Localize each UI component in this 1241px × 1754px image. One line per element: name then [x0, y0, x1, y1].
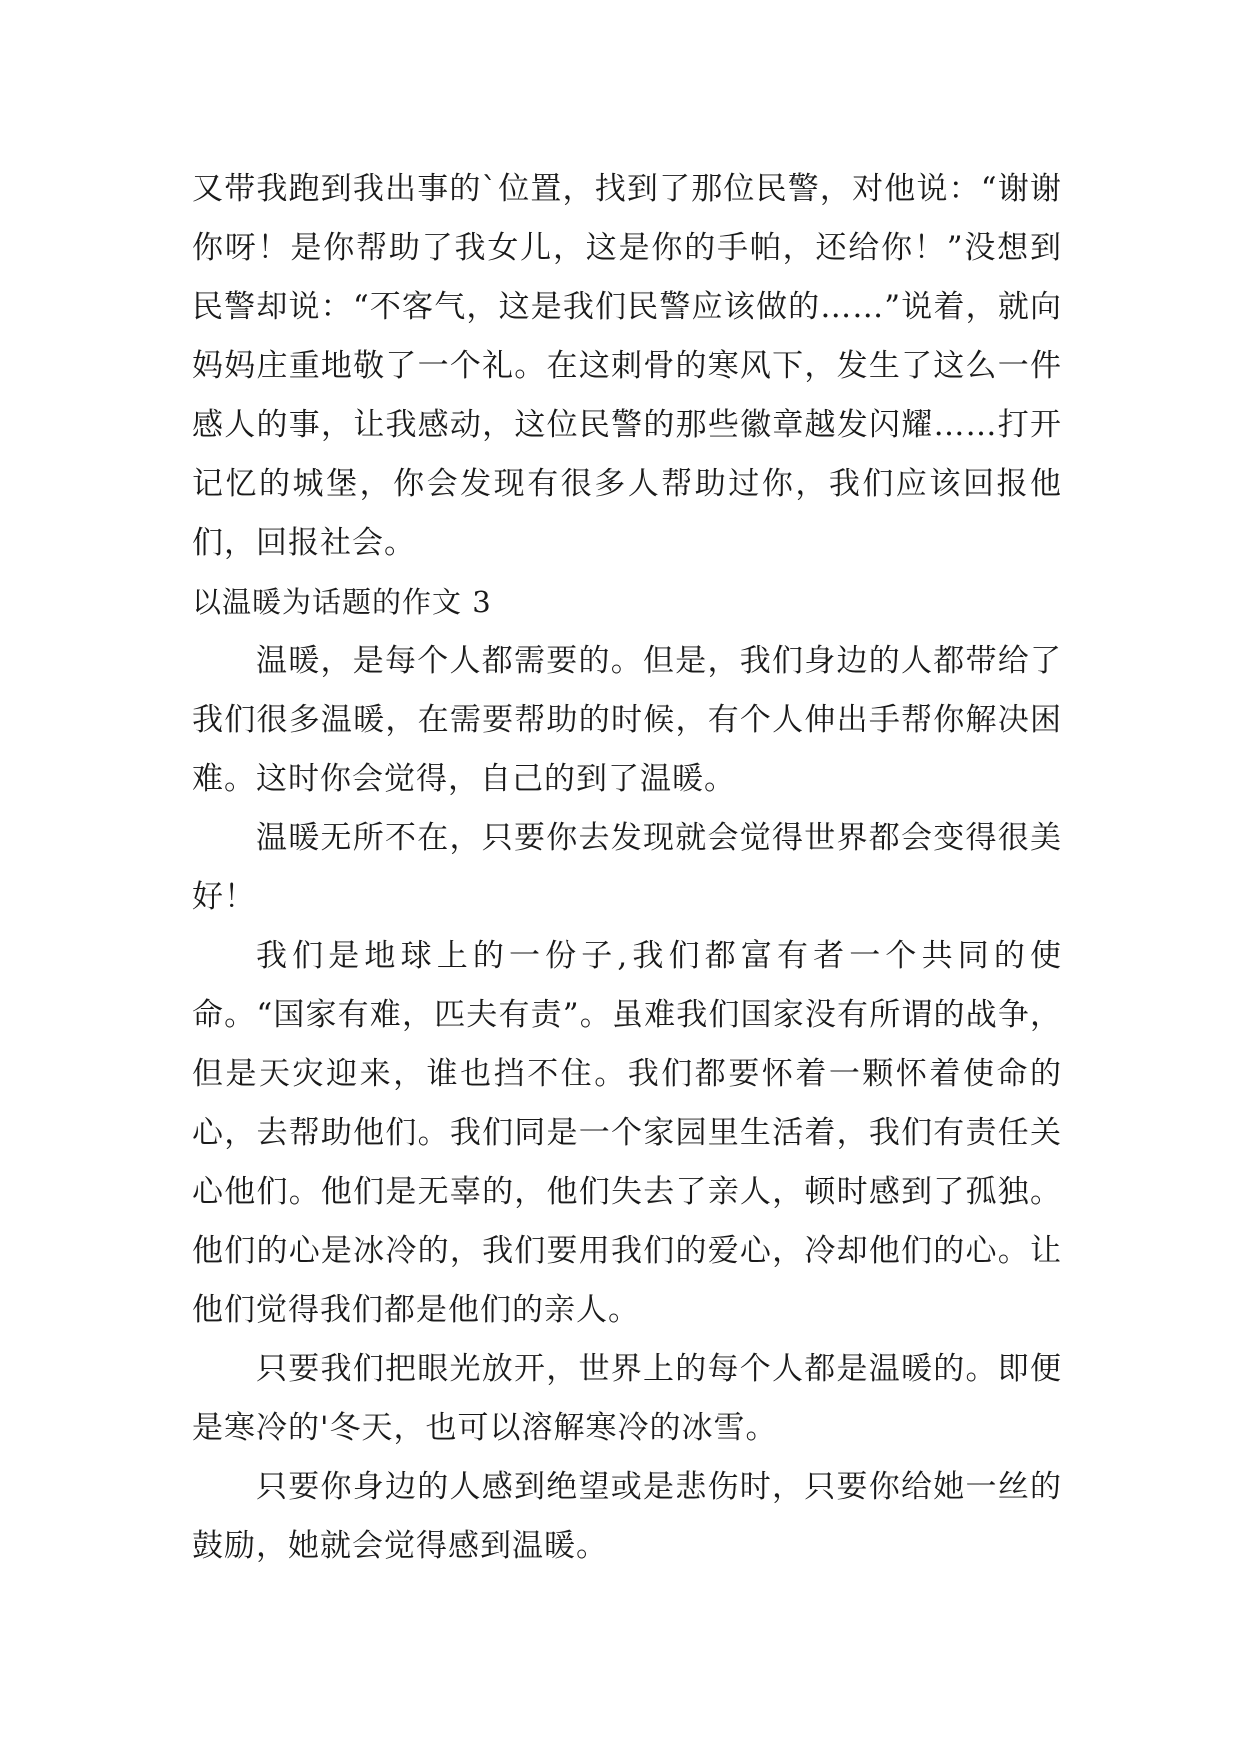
paragraph-1: 温暖，是每个人都需要的。但是，我们身边的人都带给了我们很多温暖，在需要帮助的时候，有个人伸出手帮你解决困难。这时你会觉得，自己的到了温暖。 [192, 643, 1062, 797]
section-heading: 以温暖为话题的作文 3 [192, 585, 492, 619]
paragraph-4: 只要我们把眼光放开，世界上的每个人都是温暖的。即便是寒冷的'冬天，也可以溶解寒冷的冰雪。 [192, 1351, 1062, 1446]
continuation-paragraph: 又带我跑到我出事的`位置，找到了那位民警，对他说：“谢谢你呀！是你帮助了我女儿，这是你的手帕，还给你！”没想到民警却说：“不客气，这是我们民警应该做的……”说着，就向妈妈庄重地敬了一个礼。在这刺骨的寒风下，发生了这么一件感人的事，让我感动，这位民警的那些徽章越发闪耀……打开记忆的城堡，你会发现有很多人帮助过你，我们应该回报他们，回报社会。 [192, 171, 1062, 561]
paragraph-2: 温暖无所不在，只要你去发现就会觉得世界都会变得很美好！ [192, 820, 1062, 915]
paragraph-3: 我们是地球上的一份子,我们都富有者一个共同的使命。“国家有难，匹夫有责”。虽难我们国家没有所谓的战争，但是天灾迎来，谁也挡不住。我们都要怀着一颗怀着使命的心，去帮助他们。我们同是一个家园里生活着，我们有责任关心他们。他们是无辜的，他们失去了亲人，顿时感到了孤独。他们的心是冰冷的，我们要用我们的爱心，冷却他们的心。让他们觉得我们都是他们的亲人。 [192, 938, 1062, 1328]
document-body [192, 160, 1062, 1576]
paragraph-5: 只要你身边的人感到绝望或是悲伤时，只要你给她一丝的鼓励，她就会觉得感到温暖。 [192, 1469, 1062, 1564]
